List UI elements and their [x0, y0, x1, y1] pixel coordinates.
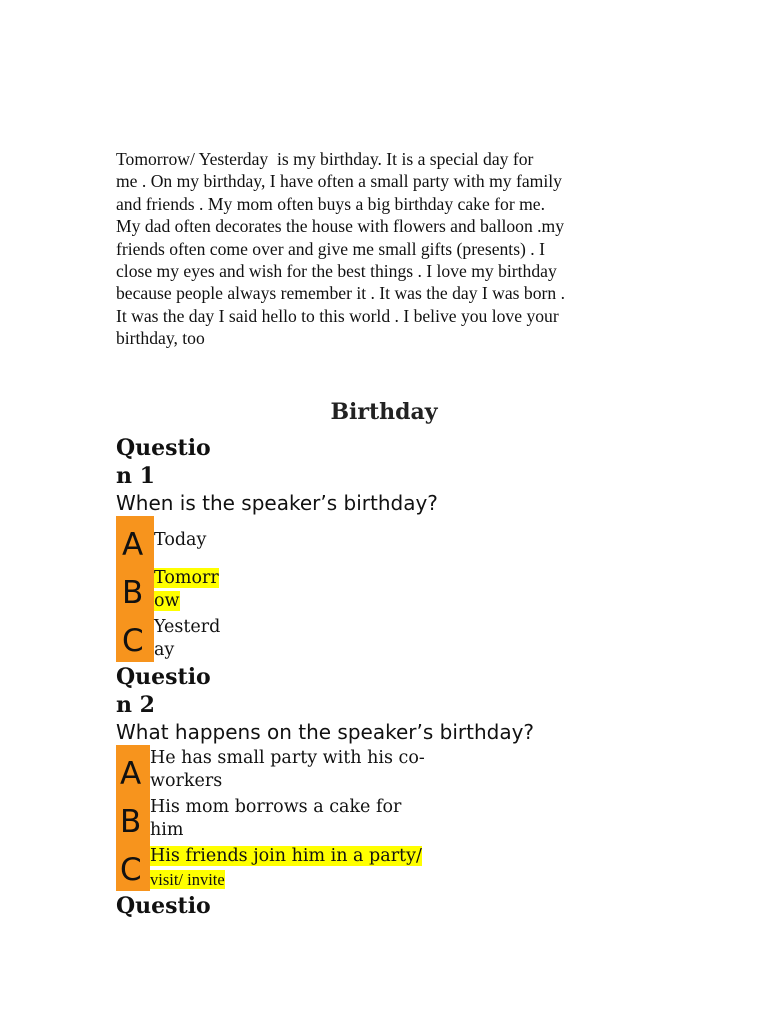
question-1-option-c[interactable]: [154, 616, 220, 662]
reading-passage: [116, 148, 656, 350]
option-text: him: [150, 820, 184, 840]
option-text: His mom borrows a cake for: [150, 797, 402, 817]
option-text-highlighted: visit/ invite: [150, 870, 225, 889]
question-1-option-b[interactable]: [154, 567, 219, 613]
option-letter-c: C: [120, 852, 142, 888]
question-1-option-a[interactable]: [154, 529, 206, 552]
question-2-text: What happens on the speaker’s birthday?: [116, 720, 535, 744]
option-text: Today: [154, 530, 207, 550]
question-heading-line: n 2: [116, 692, 155, 718]
passage-line: me . On my birthday, I have often a small party with my family: [116, 171, 562, 192]
question-2-option-b[interactable]: [150, 796, 401, 842]
option-text-highlighted: His friends join him in a party/: [150, 846, 422, 866]
option-text: He has small party with his co-: [150, 748, 425, 768]
passage-line: friends often come over and give me small gifts (presents) . I: [116, 238, 545, 259]
passage-line: because people always remember it . It was the day I was born .: [116, 283, 565, 304]
question-3-heading: [116, 892, 211, 920]
option-letter-a: A: [120, 756, 142, 792]
question-heading-line: Questio: [116, 664, 211, 690]
question-2-option-c[interactable]: [150, 845, 422, 892]
option-text-highlighted: Tomorr: [154, 568, 219, 588]
page-title: Birthday: [330, 399, 438, 425]
option-text-highlighted: ow: [154, 591, 180, 611]
passage-line: close my eyes and wish for the best things . I love my birthday: [116, 261, 557, 282]
option-letter-c: C: [122, 623, 144, 659]
option-text: Yesterd: [154, 617, 221, 637]
option-letter-b: B: [120, 804, 142, 840]
option-letter-b: B: [122, 575, 144, 611]
question-1-letter-block: [116, 516, 154, 662]
question-heading-line: Questio: [116, 893, 211, 919]
question-2-heading: [116, 663, 211, 719]
question-2-option-a[interactable]: [150, 747, 425, 793]
passage-line: Tomorrow/ Yesterday is my birthday. It is a special day for: [116, 149, 534, 169]
passage-line: My dad often decorates the house with flowers and balloon .my: [116, 216, 565, 237]
question-2-letter-block: [116, 745, 150, 891]
question-1-text: When is the speaker’s birthday?: [116, 491, 438, 515]
option-text: workers: [150, 771, 223, 791]
question-1-heading: [116, 434, 211, 490]
passage-line: and friends . My mom often buys a big birthday cake for me.: [116, 193, 545, 214]
question-heading-line: n 1: [116, 463, 155, 489]
option-text: ay: [154, 640, 175, 660]
passage-line: It was the day I said hello to this world . I belive you love your: [116, 305, 559, 326]
question-heading-line: Questio: [116, 435, 211, 461]
option-letter-a: A: [122, 527, 144, 563]
passage-line: birthday, too: [116, 328, 205, 349]
